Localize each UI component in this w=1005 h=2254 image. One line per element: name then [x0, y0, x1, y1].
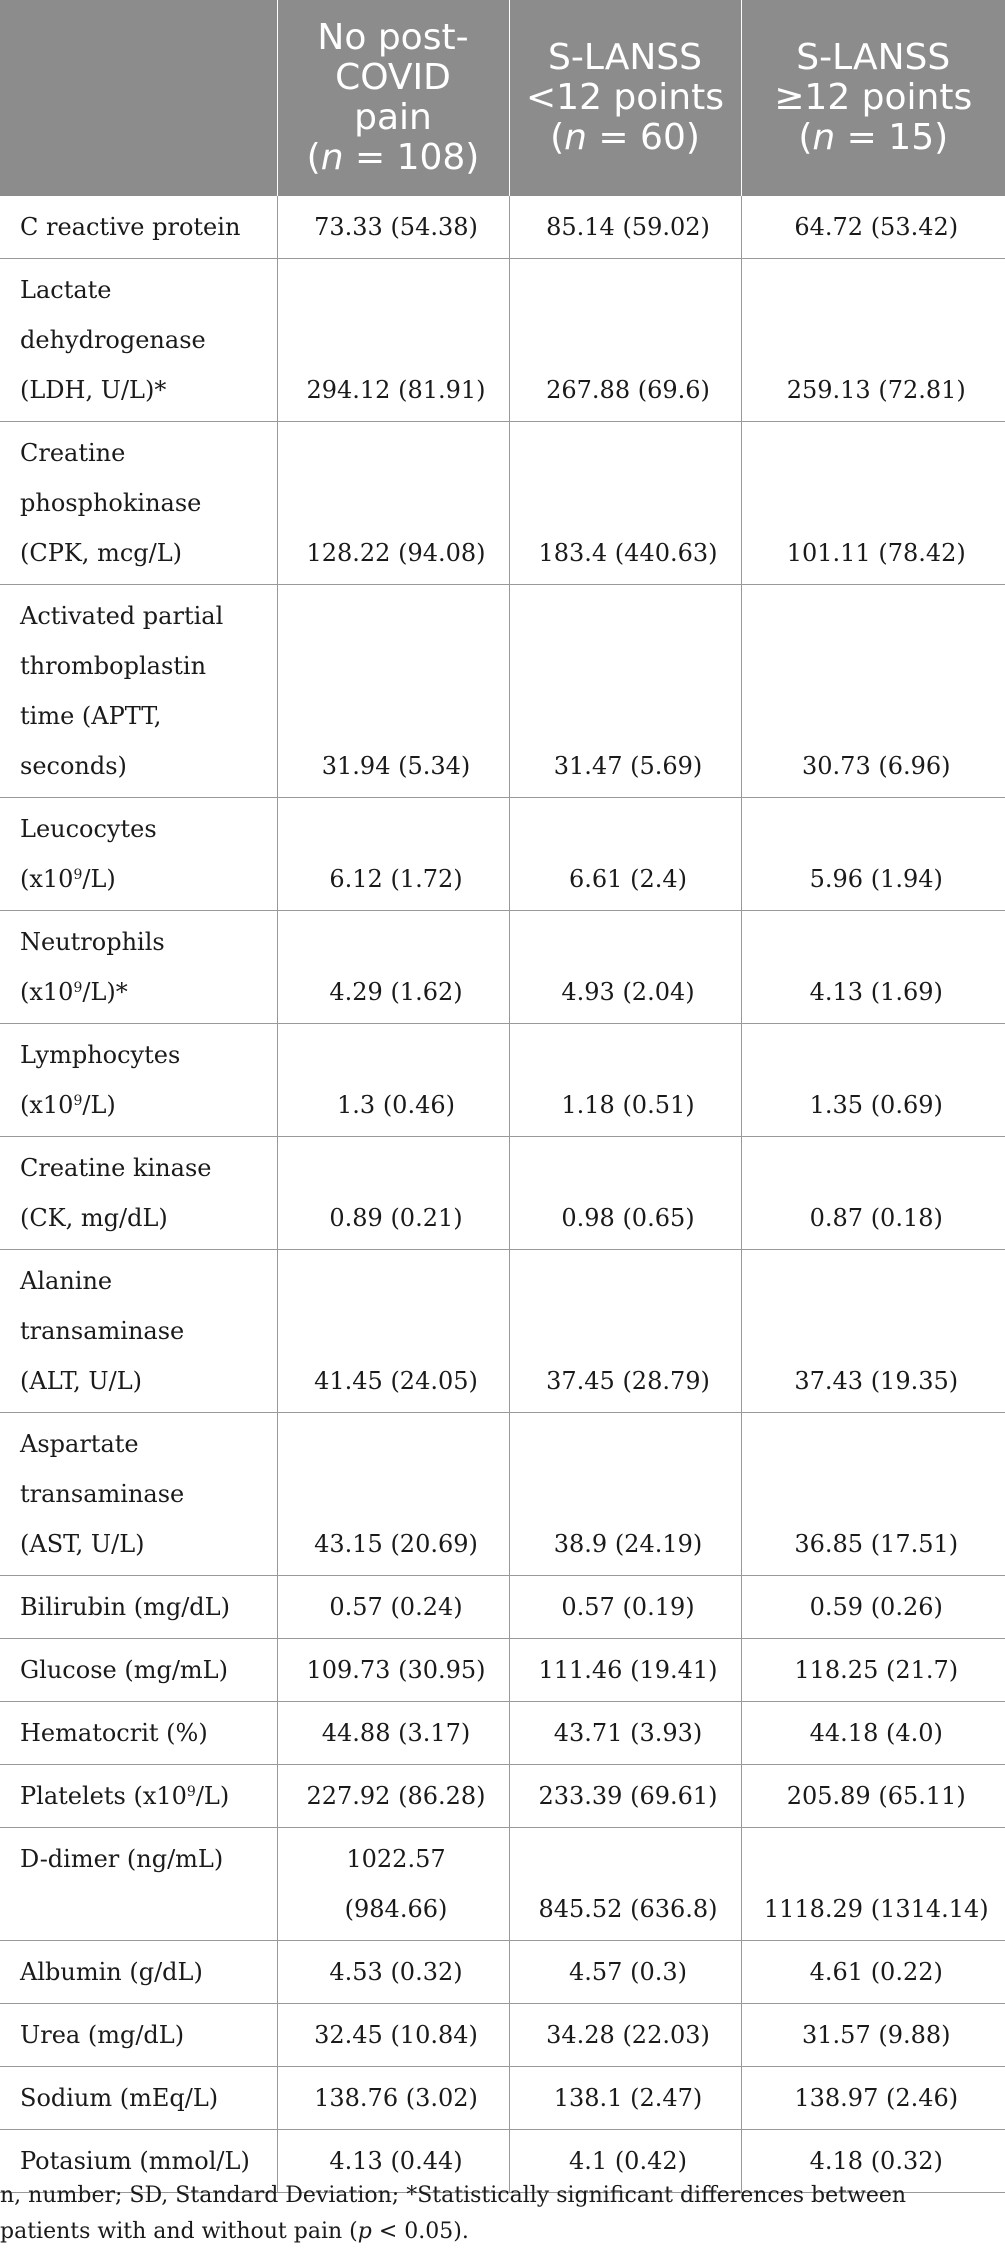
header-row [0, 0, 1005, 196]
header-no-pain-n: (n = 108) [306, 137, 480, 178]
table-row [0, 585, 1005, 798]
cell-slanss-low: 138.1 (2.47) [509, 2067, 741, 2130]
table-row [0, 1576, 1005, 1639]
cell-slanss-high: 0.59 (0.26) [741, 1576, 1005, 1639]
header-slanss-low [509, 0, 741, 196]
table-row [0, 1765, 1005, 1828]
cell-slanss-low: 0.98 (0.65) [509, 1137, 741, 1250]
cell-no-pain: 4.53 (0.32) [277, 1941, 509, 2004]
cell-slanss-high: 5.96 (1.94) [741, 798, 1005, 911]
cell-slanss-low: 4.57 (0.3) [509, 1941, 741, 2004]
row-label: Lymphocytes $(x10^9/L)$ [0, 1024, 277, 1137]
cell-slanss-low: 267.88 (69.6) [509, 259, 741, 422]
row-label: Lactate dehydrogenase (LDH, U/L)* [0, 259, 277, 422]
cell-no-pain: 128.22 (94.08) [277, 422, 509, 585]
header-slanss-low-n: (n = 60) [550, 117, 700, 158]
cell-slanss-low: 1.18 (0.51) [509, 1024, 741, 1137]
cell-slanss-high: 36.85 (17.51) [741, 1413, 1005, 1576]
table-row [0, 1137, 1005, 1250]
cell-no-pain: 31.94 (5.34) [277, 585, 509, 798]
cell-no-pain: 294.12 (81.91) [277, 259, 509, 422]
cell-slanss-high: 138.97 (2.46) [741, 2067, 1005, 2130]
cell-slanss-high: 44.18 (4.0) [741, 1702, 1005, 1765]
cell-slanss-high: 37.43 (19.35) [741, 1250, 1005, 1413]
header-no-pain [277, 0, 509, 196]
cell-no-pain: 41.45 (24.05) [277, 1250, 509, 1413]
cell-slanss-high: 31.57 (9.88) [741, 2004, 1005, 2067]
cell-no-pain: 44.88 (3.17) [277, 1702, 509, 1765]
row-label: Urea (mg/dL) [0, 2004, 277, 2067]
cell-slanss-low: 111.46 (19.41) [509, 1639, 741, 1702]
cell-slanss-high: 101.11 (78.42) [741, 422, 1005, 585]
cell-slanss-high: 64.72 (53.42) [741, 196, 1005, 259]
cell-no-pain: 73.33 (54.38) [277, 196, 509, 259]
cell-no-pain: 1.3 (0.46) [277, 1024, 509, 1137]
header-empty-cell [0, 0, 277, 196]
cell-slanss-low: 183.4 (440.63) [509, 422, 741, 585]
row-label: Albumin (g/dL) [0, 1941, 277, 2004]
table-row [0, 1702, 1005, 1765]
cell-no-pain: 109.73 (30.95) [277, 1639, 509, 1702]
cell-slanss-low: 43.71 (3.93) [509, 1702, 741, 1765]
table-row [0, 1413, 1005, 1576]
cell-slanss-low: 85.14 (59.02) [509, 196, 741, 259]
header-no-pain-line2: COVID [335, 57, 451, 98]
row-label: Potasium (mmol/L) [0, 2130, 277, 2193]
cell-slanss-high: 4.61 (0.22) [741, 1941, 1005, 2004]
row-label: D-dimer (ng/mL) [0, 1828, 277, 1941]
header-slanss-high-line2: ≥12 points [774, 77, 973, 118]
cell-no-pain: 138.76 (3.02) [277, 2067, 509, 2130]
table-row [0, 1828, 1005, 1941]
cell-slanss-low: 845.52 (636.8) [509, 1828, 741, 1941]
header-slanss-low-line1: S-LANSS [548, 37, 702, 78]
cell-slanss-high: 1118.29 (1314.14) [741, 1828, 1005, 1941]
table-row [0, 1941, 1005, 2004]
cell-no-pain: 43.15 (20.69) [277, 1413, 509, 1576]
cell-slanss-low: 38.9 (24.19) [509, 1413, 741, 1576]
cell-slanss-low: 4.93 (2.04) [509, 911, 741, 1024]
header-no-pain-line3: pain [354, 97, 432, 138]
cell-slanss-low: 6.61 (2.4) [509, 798, 741, 911]
cell-slanss-high: 1.35 (0.69) [741, 1024, 1005, 1137]
table-row [0, 1250, 1005, 1413]
table-row [0, 911, 1005, 1024]
cell-slanss-high: 4.18 (0.32) [741, 2130, 1005, 2193]
cell-no-pain: 0.57 (0.24) [277, 1576, 509, 1639]
table-row [0, 422, 1005, 585]
cell-slanss-low: 34.28 (22.03) [509, 2004, 741, 2067]
cell-slanss-low: 37.45 (28.79) [509, 1250, 741, 1413]
cell-no-pain: 6.12 (1.72) [277, 798, 509, 911]
row-label: Sodium (mEq/L) [0, 2067, 277, 2130]
row-label: C reactive protein [0, 196, 277, 259]
row-label: Aspartate transaminase (AST, U/L) [0, 1413, 277, 1576]
row-label: Creatine kinase (CK, mg/dL) [0, 1137, 277, 1250]
row-label: Creatine phosphokinase (CPK, mcg/L) [0, 422, 277, 585]
header-slanss-high-n: (n = 15) [798, 117, 949, 158]
cell-no-pain: 32.45 (10.84) [277, 2004, 509, 2067]
table-row [0, 259, 1005, 422]
table-row [0, 1024, 1005, 1137]
cell-slanss-high: 30.73 (6.96) [741, 585, 1005, 798]
table-row [0, 798, 1005, 911]
cell-no-pain: 4.29 (1.62) [277, 911, 509, 1024]
table-footnote: n, number; SD, Standard Deviation; *Statistically significant differences between patients with and without pain (p < 0.05). [0, 2183, 907, 2244]
cell-no-pain: 227.92 (86.28) [277, 1765, 509, 1828]
cell-slanss-low: 0.57 (0.19) [509, 1576, 741, 1639]
header-slanss-high-line1: S-LANSS [796, 37, 951, 78]
cell-no-pain: 1022.57 (984.66) [277, 1828, 509, 1941]
row-label: Bilirubin (mg/dL) [0, 1576, 277, 1639]
cell-slanss-high: 259.13 (72.81) [741, 259, 1005, 422]
cell-slanss-high: 118.25 (21.7) [741, 1639, 1005, 1702]
cell-no-pain: 4.13 (0.44) [277, 2130, 509, 2193]
cell-slanss-low: 233.39 (69.61) [509, 1765, 741, 1828]
cell-no-pain: 0.89 (0.21) [277, 1137, 509, 1250]
header-no-pain-line1: No post- [317, 17, 469, 58]
cell-slanss-high: 4.13 (1.69) [741, 911, 1005, 1024]
row-label: Activated partial thromboplastin time (APTT, seconds) [0, 585, 277, 798]
table-header [0, 0, 1005, 196]
header-slanss-high [741, 0, 1005, 196]
table-body [0, 196, 1005, 2193]
header-slanss-low-line2: <12 points [526, 77, 724, 118]
cell-slanss-high: 205.89 (65.11) [741, 1765, 1005, 1828]
cell-slanss-low: 4.1 (0.42) [509, 2130, 741, 2193]
cell-slanss-low: 31.47 (5.69) [509, 585, 741, 798]
table-row [0, 2004, 1005, 2067]
row-label: Neutrophils $(x10^9/L)*$ [0, 911, 277, 1024]
row-label: Alanine transaminase (ALT, U/L) [0, 1250, 277, 1413]
row-label: Platelets $(x10^9/L)$ [0, 1765, 277, 1828]
table-row [0, 2067, 1005, 2130]
table-row [0, 196, 1005, 259]
cell-slanss-high: 0.87 (0.18) [741, 1137, 1005, 1250]
row-label: Hematocrit (%) [0, 1702, 277, 1765]
table-row [0, 1639, 1005, 1702]
row-label: Glucose (mg/mL) [0, 1639, 277, 1702]
row-label: Leucocytes $(x10^9/L)$ [0, 798, 277, 911]
